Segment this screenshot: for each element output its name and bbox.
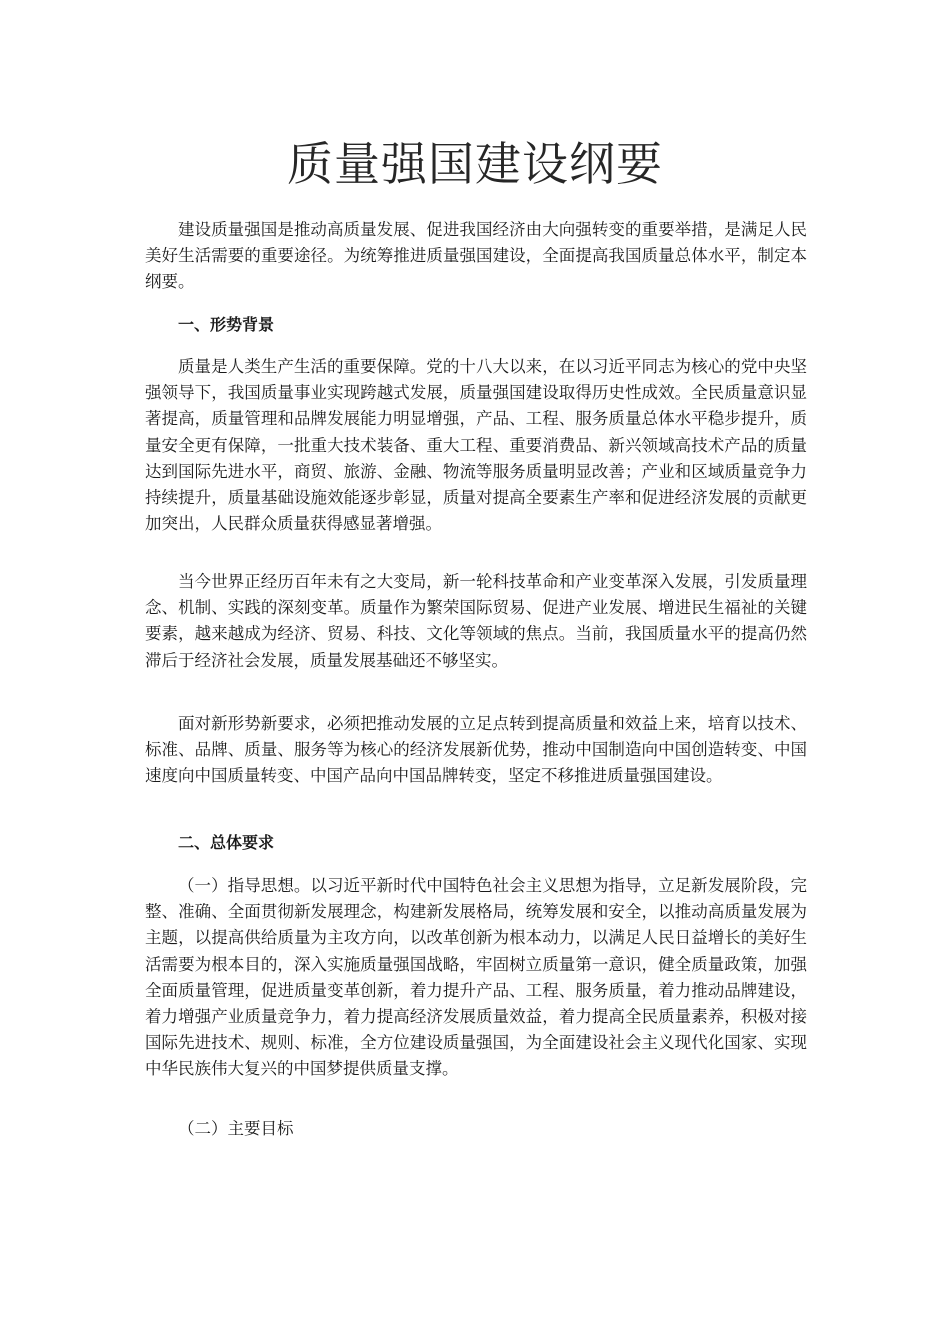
intro-paragraph: 建设质量强国是推动高质量发展、促进我国经济由大向强转变的重要举措，是满足人民美好生活需要的重要途径。为统筹推进质量强国建设，全面提高我国质量总体水平，制定本纲要。 [145, 220, 807, 292]
paragraph-quality-achievements: 质量是人类生产生活的重要保障。党的十八大以来，在以习近平同志为核心的党中央坚强领导下，我国质量事业实现跨越式发展，质量强国建设取得历史性成效。全民质量意识显著提高，质量管理和品牌发展能力明显增强，产品、工程、服务质量总体水平稳步提升，质量安全更有保障，一批重大技术装备、重大工程、重要消费品、新兴领域高技术产品的质量达到国际先进水平，商贸、旅游、金融、物流等服务质量明显改善；产业和区域质量竞争力持续提升，质量基础设施效能逐步彰显，质量对提高全要素生产率和促进经济发展的贡献更加突出，人民群众质量获得感显著增强。 [145, 357, 807, 534]
document-title: 质量强国建设纲要 [287, 137, 663, 191]
section-heading-background: 一、形势背景 [178, 315, 275, 334]
section-heading-general-requirements: 二、总体要求 [178, 833, 275, 852]
paragraph-new-requirements: 面对新形势新要求，必须把推动发展的立足点转到提高质量和效益上来，培育以技术、标准、品牌、质量、服务等为核心的经济发展新优势，推动中国制造向中国创造转变、中国速度向中国质量转变、中国产品向中国品牌转变，坚定不移推进质量强国建设。 [145, 714, 807, 786]
subheading-main-goals: （二）主要目标 [178, 1119, 294, 1138]
paragraph-guiding-ideology: （一）指导思想。以习近平新时代中国特色社会主义思想为指导，立足新发展阶段，完整、准确、全面贯彻新发展理念，构建新发展格局，统筹发展和安全，以推动高质量发展为主题，以提高供给质量为主攻方向，以改革创新为根本动力，以满足人民日益增长的美好生活需要为根本目的，深入实施质量强国战略，牢固树立质量第一意识，健全质量政策，加强全面质量管理，促进质量变革创新，着力提升产品、工程、服务质量，着力推动品牌建设，着力增强产业质量竞争力，着力提高经济发展质量效益，着力提高全民质量素养，积极对接国际先进技术、规则、标准，全方位建设质量强国，为全面建设社会主义现代化国家、实现中华民族伟大复兴的中国梦提供质量支撑。 [145, 876, 807, 1079]
paragraph-world-changes: 当今世界正经历百年未有之大变局，新一轮科技革命和产业变革深入发展，引发质量理念、机制、实践的深刻变革。质量作为繁荣国际贸易、促进产业发展、增进民生福祉的关键要素，越来越成为经济、贸易、科技、文化等领域的焦点。当前，我国质量水平的提高仍然滞后于经济社会发展，质量发展基础还不够坚实。 [145, 572, 807, 670]
